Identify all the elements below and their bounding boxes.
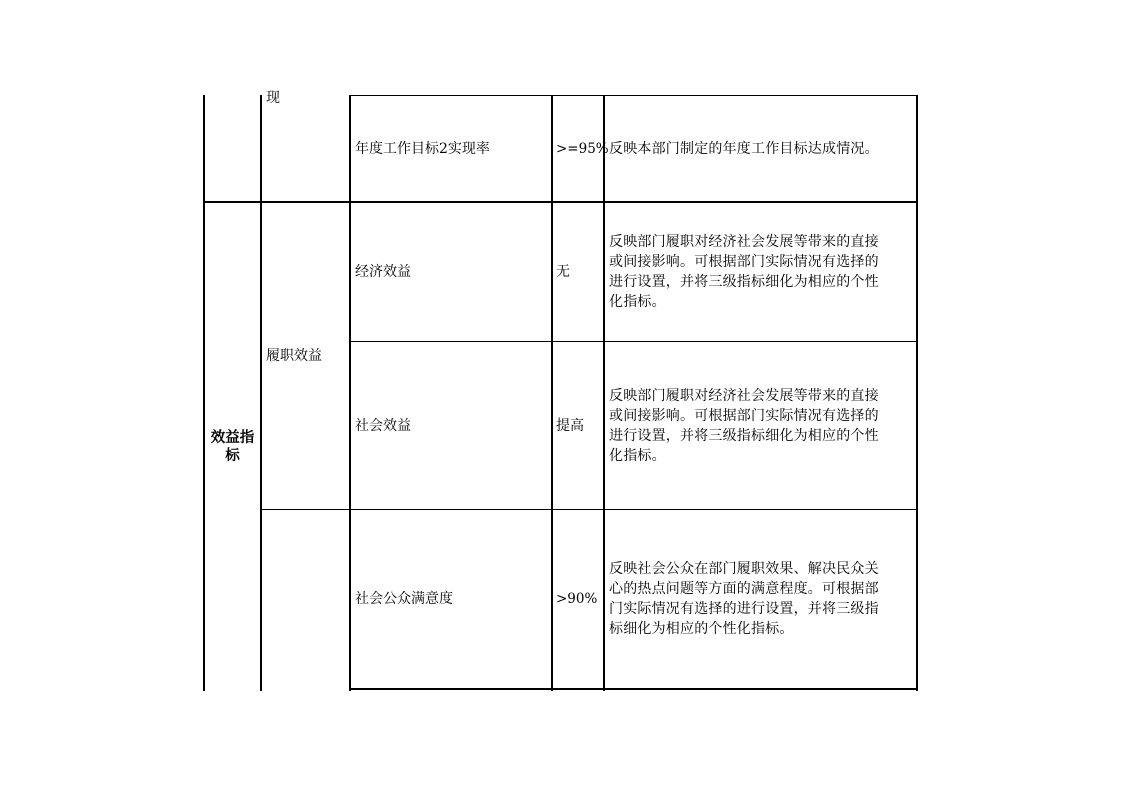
target-text: >90%	[556, 591, 598, 607]
description-line: 门实际情况有选择的进行设置，并将三级指	[609, 601, 879, 617]
indicator-text: 经济效益	[355, 264, 411, 280]
level1-cell	[205, 203, 260, 691]
description-line: 心的热点问题等方面的满意程度。可根据部	[609, 581, 879, 597]
target-cell	[553, 203, 603, 341]
description-line: 化指标。	[609, 447, 666, 464]
indicator-cell	[351, 342, 551, 509]
description-text: 反映本部门制定的年度工作目标达成情况。	[609, 140, 879, 157]
level2-cell	[262, 203, 349, 509]
description-cell	[605, 510, 916, 688]
target-text: >=95%	[556, 140, 609, 157]
indicator-text: 社会效益	[355, 417, 411, 434]
indicator-text: 社会公众满意度	[355, 591, 453, 607]
description-line: 化指标。	[609, 294, 666, 310]
level2-text: 履职效益	[266, 348, 322, 364]
target-text: 提高	[556, 417, 584, 434]
indicator-cell	[351, 510, 551, 688]
level1-text-line-1: 效益指	[210, 429, 255, 446]
grid-line-bottom	[349, 688, 918, 690]
level1-text-line-2: 标	[225, 447, 240, 464]
description-line: 反映部门履职对经济社会发展等带来的直接	[609, 234, 879, 250]
description-line: 反映部门履职对经济社会发展等带来的直接	[609, 387, 879, 404]
target-cell	[553, 510, 603, 688]
grid-line-right	[916, 95, 918, 691]
indicator-text: 年度工作目标2实现率	[355, 140, 490, 157]
description-cell	[605, 342, 916, 509]
level2-text-fragment: 现	[266, 90, 280, 106]
target-text: 无	[556, 264, 570, 280]
description-line: 或间接影响。可根据部门实际情况有选择的	[609, 254, 879, 270]
description-line: 进行设置，并将三级指标细化为相应的个性	[609, 274, 879, 290]
description-cell	[605, 96, 916, 201]
target-cell	[553, 342, 603, 509]
description-line: 反映社会公众在部门履职效果、解决民众关	[609, 561, 879, 577]
description-line: 进行设置，并将三级指标细化为相应的个性	[609, 427, 879, 444]
description-line: 标细化为相应的个性化指标。	[609, 621, 794, 637]
target-cell	[553, 96, 609, 201]
description-cell	[605, 203, 916, 341]
indicator-cell	[351, 203, 551, 341]
level2-cell-fragment	[262, 88, 348, 108]
indicator-cell	[351, 96, 551, 201]
description-line: 或间接影响。可根据部门实际情况有选择的	[609, 407, 879, 424]
